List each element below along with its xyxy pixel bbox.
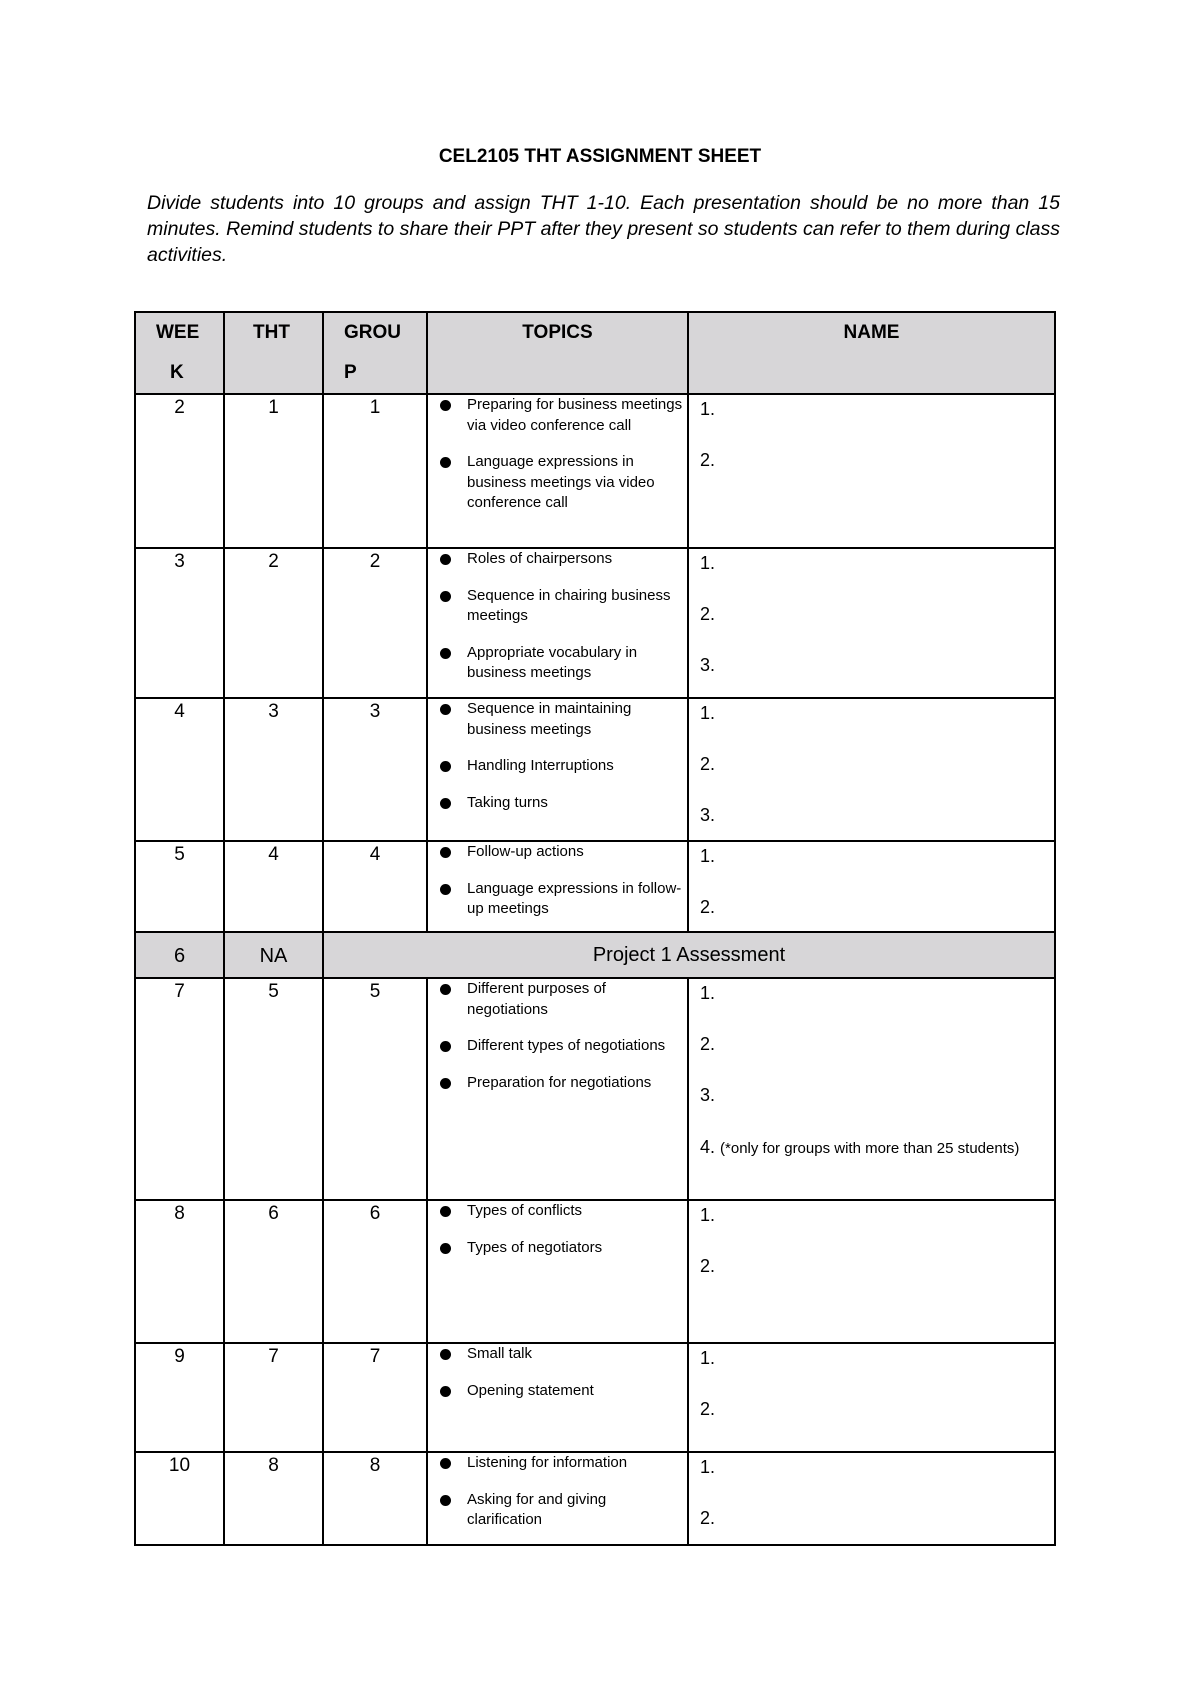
name-slot-number: 1. <box>700 703 716 723</box>
topic-item <box>438 643 683 684</box>
topic-text: Sequence in chairing business meetings <box>467 586 671 624</box>
header-week-line1: WEE <box>156 322 200 343</box>
group-cell: 2 <box>323 548 427 698</box>
bullet-icon <box>440 1458 451 1469</box>
name-slot-number: 3. <box>700 655 716 675</box>
week-cell: 9 <box>135 1343 224 1452</box>
header-group-line2: P <box>344 362 357 383</box>
week-cell: 7 <box>135 978 224 1200</box>
names-list <box>700 701 1054 827</box>
topic-text: Preparing for business meetings via video conference call <box>467 396 683 434</box>
header-group-line1: GROU <box>344 322 401 343</box>
name-slot[interactable] <box>700 1506 1054 1530</box>
bullet-icon <box>440 1243 451 1254</box>
week-cell: 10 <box>135 1452 224 1545</box>
topic-item <box>438 1201 683 1222</box>
table-row <box>135 1200 1055 1343</box>
bullet-icon <box>440 457 451 468</box>
topic-text: Different purposes of negotiations <box>467 980 606 1018</box>
name-slot-number: 1. <box>700 399 716 419</box>
topic-item <box>438 1344 683 1365</box>
name-slot-note: (*only for groups with more than 25 students) <box>720 1140 1020 1157</box>
topic-item <box>438 1238 683 1259</box>
week-cell: 4 <box>135 698 224 841</box>
tht-cell: 3 <box>224 698 323 841</box>
names-cell <box>688 1200 1055 1343</box>
topic-item <box>438 979 683 1020</box>
bullet-icon <box>440 798 451 809</box>
group-cell: 7 <box>323 1343 427 1452</box>
topic-item <box>438 699 683 740</box>
topics-list <box>438 549 683 684</box>
bullet-icon <box>440 847 451 858</box>
tht-cell: NA <box>224 932 323 978</box>
table-row <box>135 1343 1055 1452</box>
topics-list <box>438 842 683 920</box>
name-slot-number: 1. <box>700 1348 716 1368</box>
name-slot[interactable] <box>700 551 1054 575</box>
bullet-icon <box>440 554 451 565</box>
bullet-icon <box>440 1386 451 1397</box>
name-slot[interactable] <box>700 1203 1054 1227</box>
name-slot-number: 1. <box>700 553 716 573</box>
tht-cell: 5 <box>224 978 323 1200</box>
group-cell: 1 <box>323 394 427 548</box>
names-list <box>700 551 1054 677</box>
topic-text: Types of conflicts <box>467 1202 583 1219</box>
topic-text: Roles of chairpersons <box>467 550 613 567</box>
topic-item <box>438 1073 683 1094</box>
topic-item <box>438 1490 683 1531</box>
topic-item <box>438 1453 683 1474</box>
topics-list <box>438 1344 683 1401</box>
names-list <box>700 1346 1054 1421</box>
name-slot[interactable] <box>700 1083 1054 1107</box>
intro-paragraph: Divide students into 10 groups and assign THT 1-10. Each presentation should be no more than 15 minutes. Remind students to share their PPT after they present so students can refer to them during class activities. <box>147 192 1060 266</box>
topics-list <box>438 1453 683 1531</box>
tht-cell: 8 <box>224 1452 323 1545</box>
table-row <box>135 548 1055 698</box>
topic-item <box>438 549 683 570</box>
header-name <box>688 312 1055 394</box>
topic-text: Opening statement <box>467 1381 594 1399</box>
topic-text: Preparation for negotiations <box>467 1073 652 1091</box>
topic-text: Handling Interruptions <box>467 757 614 774</box>
names-cell <box>688 394 1055 548</box>
header-topics-label: TOPICS <box>522 322 593 343</box>
name-slot-number: 2. <box>700 604 716 624</box>
topic-item <box>438 879 683 920</box>
topic-text: Small talk <box>467 1345 533 1362</box>
topics-cell <box>427 1343 688 1452</box>
topic-item <box>438 586 683 627</box>
topic-text: Language expressions in follow-up meetings <box>467 879 682 917</box>
name-slot-number: 3. <box>700 805 716 825</box>
name-slot[interactable] <box>700 895 1054 919</box>
bullet-icon <box>440 648 451 659</box>
names-cell <box>688 1343 1055 1452</box>
topic-text: Listening for information <box>467 1454 628 1471</box>
name-slot[interactable] <box>700 1346 1054 1370</box>
topic-item <box>438 1036 683 1057</box>
bullet-icon <box>440 761 451 772</box>
tht-cell: 6 <box>224 1200 323 1343</box>
name-slot-number: 1. <box>700 983 716 1003</box>
tht-cell: 1 <box>224 394 323 548</box>
name-slot-number: 1. <box>700 1205 716 1225</box>
bullet-icon <box>440 400 451 411</box>
name-slot-number: 4. <box>700 1137 716 1157</box>
name-slot-number: 1. <box>700 846 716 866</box>
topics-list <box>438 979 683 1093</box>
table-row <box>135 698 1055 841</box>
topics-cell <box>427 394 688 548</box>
table-row <box>135 841 1055 932</box>
table-row <box>135 1452 1055 1545</box>
name-slot[interactable] <box>700 981 1054 1005</box>
bullet-icon <box>440 1206 451 1217</box>
header-tht-label: THT <box>253 322 290 343</box>
topic-text: Asking for and giving clarification <box>467 1490 607 1528</box>
topic-text: Types of negotiators <box>467 1238 603 1256</box>
topic-item <box>438 793 683 814</box>
topics-cell <box>427 698 688 841</box>
assignment-table <box>134 311 1056 1546</box>
topic-item <box>438 395 683 436</box>
group-cell: 8 <box>323 1452 427 1545</box>
name-slot[interactable] <box>700 1455 1054 1479</box>
topic-item <box>438 756 683 777</box>
names-list <box>700 1455 1054 1530</box>
topic-text: Appropriate vocabulary in business meetings <box>467 643 638 681</box>
names-list <box>700 1203 1054 1278</box>
page-title: CEL2105 THT ASSIGNMENT SHEET <box>438 146 762 167</box>
topic-item <box>438 1381 683 1402</box>
name-slot[interactable] <box>700 1397 1054 1421</box>
tht-cell: 2 <box>224 548 323 698</box>
names-cell <box>688 1452 1055 1545</box>
table-header-row <box>135 312 1055 394</box>
table-row <box>135 978 1055 1200</box>
name-slot-number: 2. <box>700 897 716 917</box>
group-cell: 5 <box>323 978 427 1200</box>
name-slot-number: 2. <box>700 1256 716 1276</box>
bullet-icon <box>440 1078 451 1089</box>
topic-text: Language expressions in business meetings via video conference call <box>467 453 655 511</box>
name-slot-number: 2. <box>700 1508 716 1528</box>
week-cell: 6 <box>135 932 224 978</box>
topic-text: Different types of negotiations <box>467 1037 666 1054</box>
name-slot-number: 3. <box>700 1085 716 1105</box>
table-row <box>135 932 1055 978</box>
name-slot-number: 2. <box>700 450 716 470</box>
header-tht <box>224 312 323 394</box>
week-cell: 2 <box>135 394 224 548</box>
names-list <box>700 844 1054 919</box>
names-list <box>700 397 1054 472</box>
names-cell <box>688 841 1055 932</box>
week-cell: 5 <box>135 841 224 932</box>
topics-list <box>438 395 683 514</box>
topics-cell <box>427 841 688 932</box>
header-week <box>135 312 224 394</box>
topics-cell <box>427 548 688 698</box>
name-slot[interactable] <box>700 653 1054 677</box>
header-name-label: NAME <box>843 322 900 343</box>
name-slot-number: 1. <box>700 1457 716 1477</box>
name-slot[interactable] <box>700 1134 1054 1163</box>
bullet-icon <box>440 704 451 715</box>
bullet-icon <box>440 884 451 895</box>
week-cell: 8 <box>135 1200 224 1343</box>
name-slot[interactable] <box>700 844 1054 868</box>
topic-text: Sequence in maintaining business meetings <box>467 700 632 738</box>
week-cell: 3 <box>135 548 224 698</box>
topics-list <box>438 699 683 813</box>
topic-text: Follow-up actions <box>467 843 584 860</box>
name-slot[interactable] <box>700 1254 1054 1278</box>
topics-cell <box>427 1452 688 1545</box>
topic-item <box>438 452 683 514</box>
name-slot[interactable] <box>700 397 1054 421</box>
project-assessment-cell: Project 1 Assessment <box>323 932 1055 978</box>
table-row <box>135 394 1055 548</box>
name-slot-number: 2. <box>700 1399 716 1419</box>
header-group <box>323 312 427 394</box>
bullet-icon <box>440 591 451 602</box>
topic-item <box>438 842 683 863</box>
tht-cell: 4 <box>224 841 323 932</box>
bullet-icon <box>440 1349 451 1360</box>
names-cell <box>688 978 1055 1200</box>
names-cell <box>688 548 1055 698</box>
topics-list <box>438 1201 683 1258</box>
header-week-line2: K <box>170 362 184 383</box>
group-cell: 4 <box>323 841 427 932</box>
bullet-icon <box>440 1041 451 1052</box>
topic-text: Taking turns <box>467 793 548 811</box>
names-list <box>700 981 1054 1163</box>
topics-cell <box>427 1200 688 1343</box>
name-slot-number: 2. <box>700 1034 716 1054</box>
group-cell: 3 <box>323 698 427 841</box>
name-slot[interactable] <box>700 602 1054 626</box>
name-slot-number: 2. <box>700 754 716 774</box>
names-cell <box>688 698 1055 841</box>
group-cell: 6 <box>323 1200 427 1343</box>
header-topics <box>427 312 688 394</box>
name-slot[interactable] <box>700 803 1054 827</box>
topics-cell <box>427 978 688 1200</box>
name-slot[interactable] <box>700 1032 1054 1056</box>
bullet-icon <box>440 1495 451 1506</box>
name-slot[interactable] <box>700 448 1054 472</box>
tht-cell: 7 <box>224 1343 323 1452</box>
name-slot[interactable] <box>700 752 1054 776</box>
bullet-icon <box>440 984 451 995</box>
name-slot[interactable] <box>700 701 1054 725</box>
